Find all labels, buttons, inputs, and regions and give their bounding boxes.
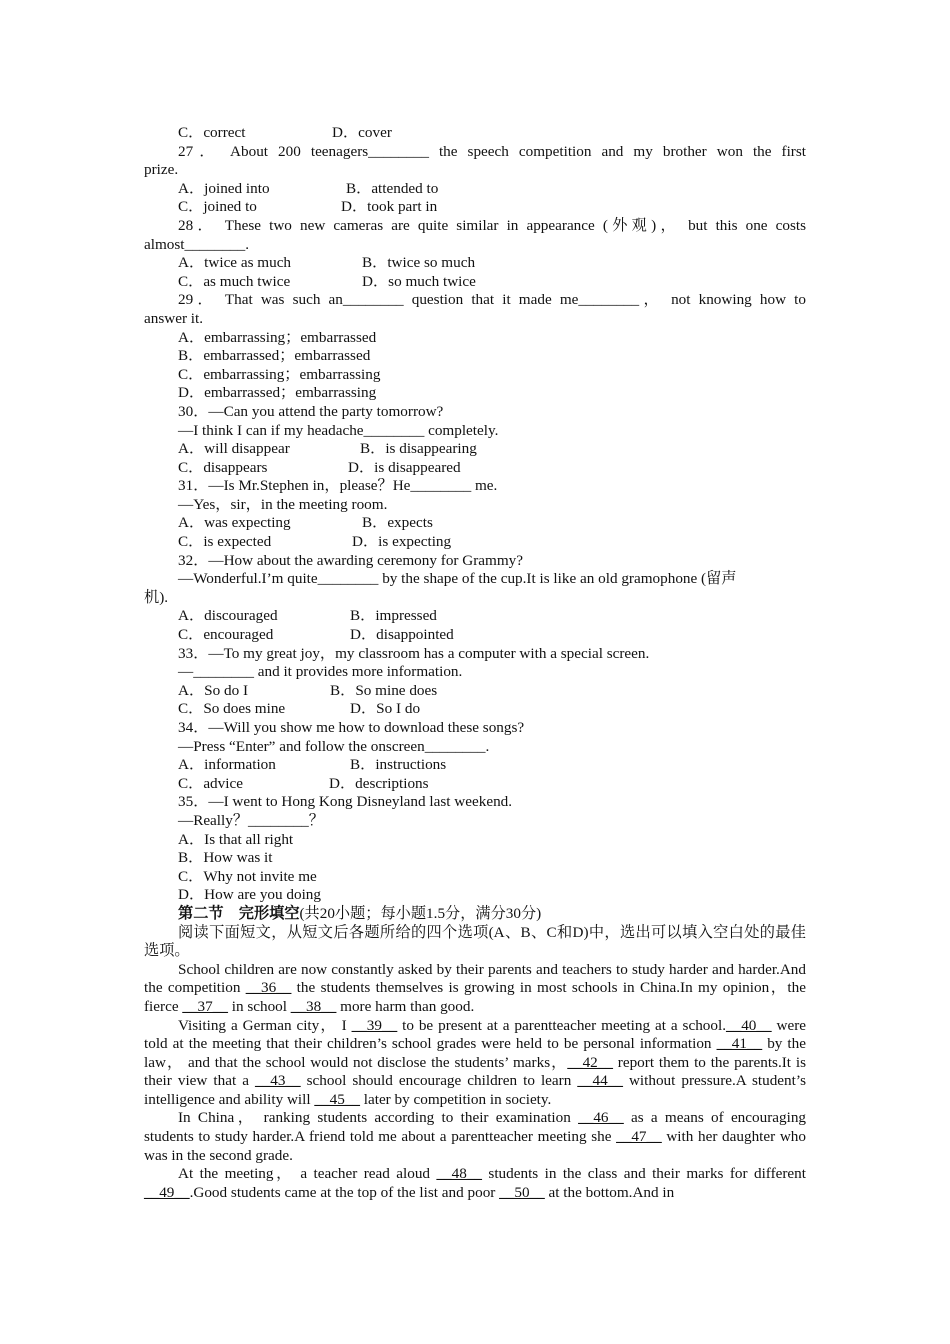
document-page: [144, 124, 806, 1202]
option-b: B．attended to: [346, 179, 439, 197]
option-row: [144, 514, 806, 533]
option-c: C．embarrassing；embarrassing: [178, 365, 381, 383]
option-d: D．so much twice: [362, 272, 476, 290]
blank-48: __48__: [436, 1165, 482, 1183]
option-d: D．is expecting: [352, 533, 452, 551]
option-d: D．How are you doing: [178, 886, 321, 904]
option-row: [144, 273, 806, 292]
question-31-reply: —Yes，sir，in the meeting room.: [178, 495, 388, 513]
blank-45: __45__: [314, 1090, 360, 1108]
option-b: B．embarrassed；embarrassed: [178, 347, 371, 365]
passage-text: as a means of encouraging students to study harder.A friend told me about a parentteacher meeting she: [144, 1109, 807, 1146]
option-d: D．is disappeared: [348, 458, 461, 476]
passage-text: school should encourage children to learn: [300, 1072, 578, 1090]
blank-38: __38__: [290, 997, 337, 1015]
question-33-stem: 33．—To my great joy，my classroom has a computer with a special screen.: [178, 644, 650, 662]
question-27-stem: 27． About 200 teenagers________ the speech competition and my brother won the first: [178, 142, 806, 160]
passage-text: later by competition in society.: [359, 1090, 552, 1108]
option-row: [144, 124, 806, 143]
option-d: D．cover: [332, 124, 392, 141]
option-row: [144, 700, 806, 719]
question-31-stem: 31．—Is Mr.Stephen in，please？He________ me.: [178, 477, 498, 495]
passage-text: .Good students came at the top of the list and poor: [189, 1183, 500, 1201]
passage-text: students in the class and their marks for different: [482, 1165, 806, 1183]
passage-text: with her daughter who was in the second grade.: [144, 1128, 806, 1164]
question-30-stem: 30．—Can you attend the party tomorrow?: [178, 402, 444, 420]
blank-50: __50__: [499, 1183, 545, 1201]
option-c: C．disappears: [178, 458, 268, 476]
option-d: D．So I do: [350, 700, 421, 718]
question-30-reply: —I think I can if my headache________ completely.: [178, 421, 499, 439]
option-c: C．correct: [178, 124, 246, 141]
passage-text: School children are now constantly asked by their parents and teachers to study harder and harder.And the competition: [144, 960, 806, 997]
option-d: D．disappointed: [350, 626, 454, 644]
option-a: A．information: [178, 756, 276, 774]
question-32-reply: —Wonderful.I’m quite________ by the shape of the cup.It is like an old gramophone (留声: [178, 570, 737, 588]
option-row: [144, 756, 806, 775]
option-row: [144, 198, 806, 217]
blank-37: __37__: [182, 997, 228, 1015]
option-a: A．embarrassing；embarrassed: [178, 328, 377, 346]
option-a: A．discouraged: [178, 607, 278, 625]
passage-text: the students themselves is growing in most schools in China.In my opinion，the fierce: [144, 979, 806, 1015]
option-row: [144, 254, 806, 273]
option-c: C．Why not invite me: [178, 867, 317, 885]
option-row: [144, 533, 806, 552]
option-b: B．impressed: [350, 607, 437, 625]
question-29-stem: 29． That was such an________ question that it made me________， not knowing how to: [178, 291, 806, 309]
option-a: A．will disappear: [178, 440, 290, 458]
question-34-stem: 34．—Will you show me how to download these songs?: [178, 719, 525, 736]
option-c: C．joined to: [178, 198, 257, 216]
passage-text: in school: [227, 997, 291, 1015]
option-a: A．Is that all right: [178, 830, 294, 848]
question-34-reply: —Press “Enter” and follow the onscreen________.: [178, 737, 490, 755]
option-row: [144, 607, 806, 626]
option-c: C．encouraged: [178, 626, 274, 644]
passage-text: At the meeting， a teacher read aloud: [178, 1165, 437, 1183]
blank-42: __42__: [567, 1053, 613, 1071]
option-a: A．was expecting: [178, 514, 291, 532]
option-row: [144, 775, 806, 794]
option-c: C．So does mine: [178, 700, 286, 718]
question-33-reply: —________ and it provides more information.: [178, 663, 463, 681]
blank-47: __47__: [616, 1128, 662, 1146]
option-a: A．So do I: [178, 681, 249, 699]
blank-39: __39__: [351, 1016, 398, 1034]
blank-46: __46__: [578, 1109, 624, 1127]
passage-text: without pressure.A student’s intelligence and ability will: [144, 1072, 806, 1108]
section-title: 第二节 完形填空: [178, 904, 300, 922]
option-d: D．descriptions: [329, 774, 429, 792]
passage-paragraph-4: [144, 1165, 806, 1202]
option-d: D．embarrassed；embarrassing: [178, 384, 377, 402]
section-heading: [144, 905, 806, 924]
passage-text: Visiting a German city， I: [178, 1016, 352, 1034]
question-29-stem-cont: answer it.: [144, 309, 204, 327]
option-b: B．expects: [362, 514, 433, 532]
option-b: B．So mine does: [330, 681, 438, 699]
question-28-stem: 28． These two new cameras are quite similar in appearance (外观)， but this one costs: [178, 216, 806, 234]
option-b: B．instructions: [350, 756, 447, 774]
option-d: D．took part in: [341, 198, 438, 216]
blank-44: __44__: [577, 1072, 623, 1090]
question-35-stem: 35．—I went to Hong Kong Disneyland last weekend.: [178, 793, 513, 811]
question-28-stem-cont: almost________.: [144, 235, 250, 253]
question-35-reply: —Really？________？: [178, 811, 324, 829]
option-row: [144, 459, 806, 478]
option-row: [144, 682, 806, 701]
blank-43: __43__: [255, 1072, 301, 1090]
option-b: B．twice so much: [362, 254, 476, 272]
option-b: B．is disappearing: [360, 440, 477, 458]
passage-paragraph-1: [144, 961, 806, 1017]
passage-paragraph-3: [144, 1109, 806, 1165]
question-27-stem-cont: prize.: [144, 161, 179, 179]
option-c: C．as much twice: [178, 272, 291, 290]
question-32-stem: 32．—How about the awarding ceremony for Grammy?: [178, 551, 523, 569]
section-instruction: 阅读下面短文，从短文后各题所给的四个选项(A、B、C和D)中，选出可以填入空白处的最佳选项。: [144, 923, 806, 960]
option-c: C．advice: [178, 774, 243, 792]
blank-49: __49__: [144, 1183, 190, 1201]
option-c: C．is expected: [178, 533, 272, 551]
option-row: [144, 180, 806, 199]
passage-text: to be present at a parentteacher meeting at a school.: [397, 1016, 726, 1034]
option-row: [144, 626, 806, 645]
option-a: A．joined into: [178, 179, 270, 197]
blank-36: __36__: [245, 979, 292, 997]
section-scoring: (共20小题；每小题1.5分，满分30分): [299, 904, 542, 922]
passage-text: more harm than good.: [336, 997, 475, 1015]
passage-text: report them to the parents.It is their view that a: [144, 1053, 806, 1090]
question-32-reply-cont: 机).: [144, 588, 169, 606]
passage-paragraph-2: [144, 1017, 806, 1110]
passage-text: were told at the meeting that their children’s school grades were held to be personal information: [144, 1016, 806, 1053]
blank-40: __40__: [726, 1016, 772, 1034]
passage-text: In China， ranking students according to their examination: [178, 1109, 579, 1127]
passage-text: at the bottom.And in: [544, 1183, 675, 1201]
passage-text: by the law， and that the school would not disclose the students’ marks，: [144, 1035, 806, 1071]
option-a: A．twice as much: [178, 254, 292, 272]
option-row: [144, 440, 806, 459]
blank-41: __41__: [716, 1035, 763, 1053]
option-b: B．How was it: [178, 849, 273, 867]
